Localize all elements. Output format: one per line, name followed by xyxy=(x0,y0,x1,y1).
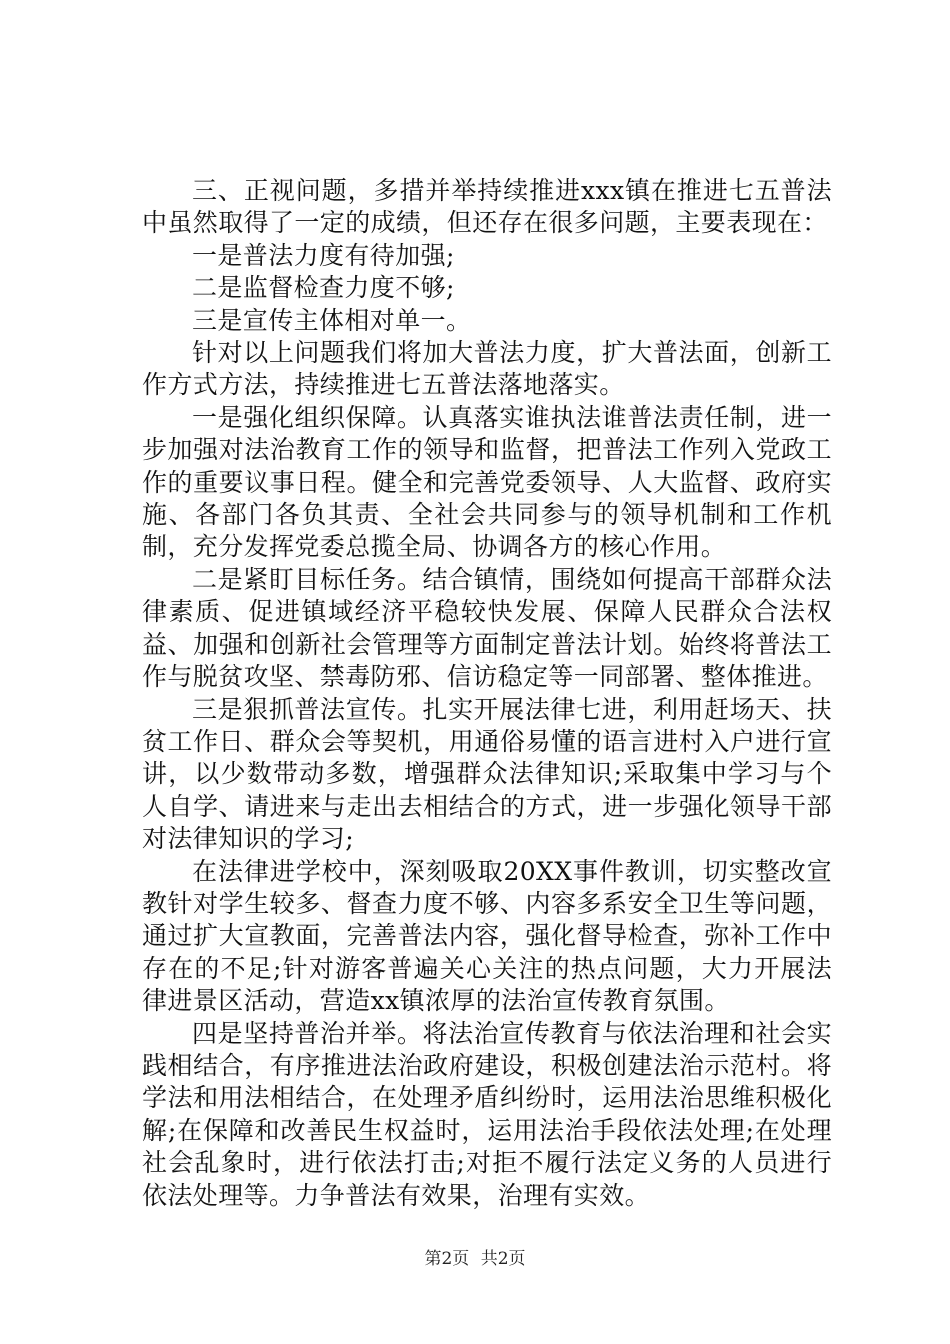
paragraph-problem-2: 二是监督检查力度不够; xyxy=(192,273,455,303)
paragraph-law-in-schools: 在法律进学校中，深刻吸取20XX事件教训，切实整改宣教针对学生较多、督查力度不够、内容多系安全卫生等问题，通过扩大宣教面，完善普法内容，强化督导检查，弥补工作中存在的不足;针对游客普遍关心关注的热点问题，大力开展法律进景区活动，营造xx镇浓厚的法治宣传教育氛围。 xyxy=(142,856,832,1016)
paragraph-measure-1: 一是强化组织保障。认真落实谁执法谁普法责任制，进一步加强对法治教育工作的领导和监督，把普法工作列入党政工作的重要议事日程。健全和完善党委领导、人大监督、政府实施、各部门各负其责、全社会共同参与的领导机制和工作机制，充分发挥党委总揽全局、协调各方的核心作用。 xyxy=(142,402,832,562)
page-number: 第2页 xyxy=(424,1249,470,1269)
page-total: 共2页 xyxy=(480,1249,526,1269)
paragraph-measures-intro: 针对以上问题我们将加大普法力度，扩大普法面，创新工作方式方法，持续推进七五普法落地落实。 xyxy=(142,338,832,400)
paragraph-problem-1: 一是普法力度有待加强; xyxy=(192,240,455,270)
paragraph-problems-intro: 三、正视问题，多措并举持续推进xxx镇在推进七五普法中虽然取得了一定的成绩，但还存在很多问题，主要表现在： xyxy=(142,176,832,238)
paragraph-measure-2: 二是紧盯目标任务。结合镇情，围绕如何提高干部群众法律素质、促进镇域经济平稳较快发展、保障人民群众合法权益、加强和创新社会管理等方面制定普法计划。始终将普法工作与脱贫攻坚、禁毒防邪、信访稳定等一同部署、整体推进。 xyxy=(142,564,832,692)
paragraph-problem-3: 三是宣传主体相对单一。 xyxy=(192,305,472,335)
document-body xyxy=(142,175,832,1212)
paragraph-measure-4: 四是坚持普治并举。将法治宣传教育与依法治理和社会实践相结合，有序推进法治政府建设，积极创建法治示范村。将学法和用法相结合，在处理矛盾纠纷时，运用法治思维积极化解;在保障和改善民生权益时，运用法治手段依法处理;在处理社会乱象时，进行依法打击;对拒不履行法定义务的人员进行依法处理等。力争普法有效果，治理有实效。 xyxy=(142,1018,832,1210)
paragraph-measure-3: 三是狠抓普法宣传。扎实开展法律七进，利用赶场天、扶贫工作日、群众会等契机，用通俗易懂的语言进村入户进行宣讲，以少数带动多数，增强群众法律知识;采取集中学习与个人自学、请进来与走出去相结合的方式，进一步强化领导干部对法律知识的学习; xyxy=(142,694,832,854)
page-footer xyxy=(0,1244,950,1269)
